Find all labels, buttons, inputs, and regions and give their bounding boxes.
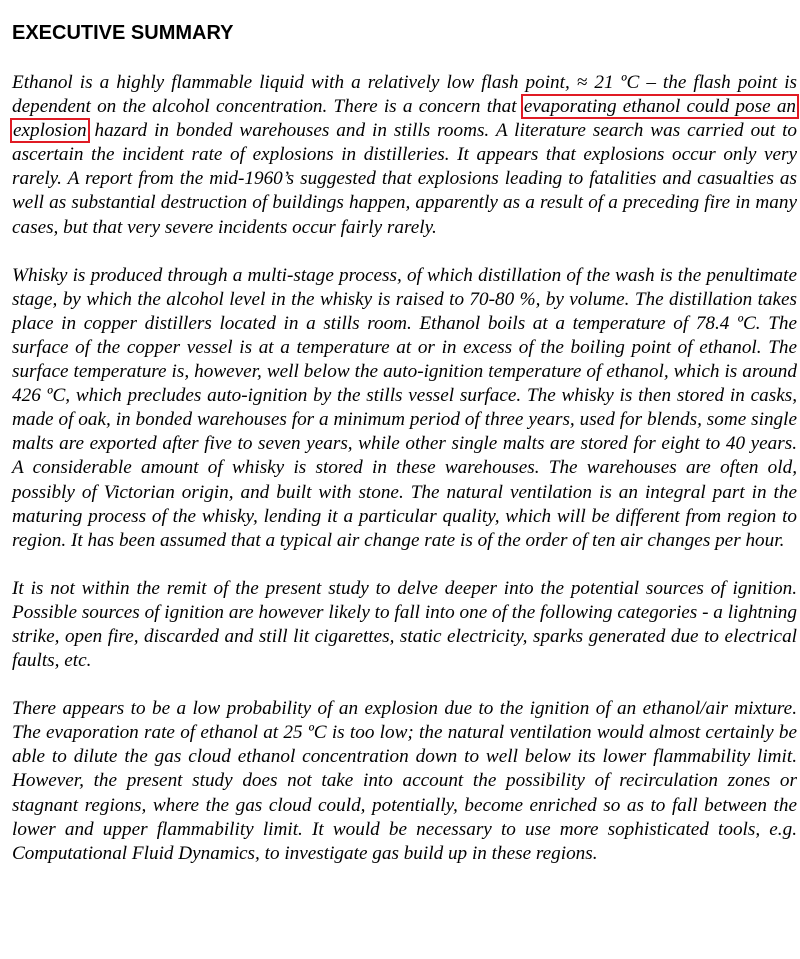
- paragraph-text-after-highlight: hazard in bonded warehouses and in stills rooms. A literature search was carried out to ascertain the incident rate of explosions in distilleries. It appears that explosions occur only very rarely. A report from the mid-1960’s suggested that explosions leading to fatalities and casualties as well as substantial destruction of buildings happen, apparently as a result of a preceding fire in many cases, but that very severe incidents occur fairly rarely.: [12, 120, 797, 238]
- paragraph-ethanol-hazard: [12, 71, 797, 240]
- document-page: [12, 20, 797, 890]
- highlighted-phrase: evaporating ethanol could pose an explosion: [13, 96, 797, 142]
- paragraph-text-before-highlight: Ethanol is a highly flammable liquid with a relatively low flash point, ≈ 21 ºC – the flash point is dependent on the alcohol concentration. There is a concern that: [12, 72, 797, 118]
- paragraph-explosion-probability: There appears to be a low probability of an explosion due to the ignition of an ethanol/air mixture. The evaporation rate of ethanol at 25 ºC is too low; the natural ventilation would almost certainly be able to dilute the gas cloud ethanol concentration down to well below its lower flammability limit. However, the present study does not take into account the possibility of recirculation zones or stagnant regions, where the gas cloud could, potentially, become enriched so as to fall between the lower and upper flammability limit. It would be necessary to use more sophisticated tools, e.g. Computational Fluid Dynamics, to investigate gas build up in these regions.: [12, 698, 797, 864]
- paragraph-whisky-production: Whisky is produced through a multi-stage process, of which distillation of the wash is the penultimate stage, by which the alcohol level in the whisky is raised to 70-80 %, by volume. The distillation takes place in copper distillers located in a stills room. Ethanol boils at a temperature of 78.4 ºC. The surface of the copper vessel is at a temperature at or in excess of the boiling point of ethanol. The surface temperature is, however, well below the auto-ignition temperature of ethanol, which is around 426 ºC, which precludes auto-ignition by the stills vessel surface. The whisky is then stored in casks, made of oak, in bonded warehouses for a minimum period of three years, used for blends, some single malts are exported after five to seven years, while other single malts are stored for eight to 40 years. A considerable amount of whisky is stored in these warehouses. The warehouses are often old, possibly of Victorian origin, and built with stone. The natural ventilation is an integral part in the maturing process of the whisky, lending it a particular quality, which will be different from region to region. It has been assumed that a typical air change rate is of the order of ten air changes per hour.: [12, 264, 797, 551]
- section-heading: EXECUTIVE SUMMARY: [12, 22, 234, 44]
- paragraph-ignition-sources: It is not within the remit of the present study to delve deeper into the potential sources of ignition. Possible sources of ignition are however likely to fall into one of the following categories - a lightning strike, open fire, discarded and still lit cigarettes, static electricity, sparks generated due to electrical faults, etc.: [12, 577, 797, 672]
